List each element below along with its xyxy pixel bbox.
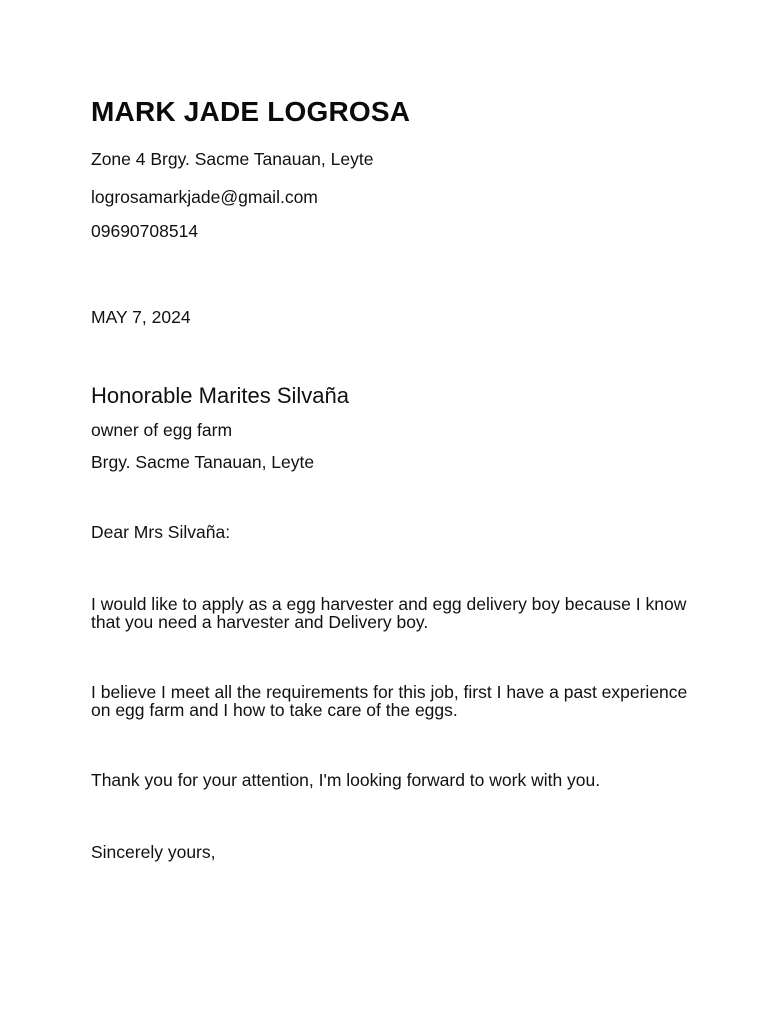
sender-name: MARK JADE LOGROSA: [91, 96, 411, 127]
body-paragraph-1: I would like to apply as a egg harvester and egg delivery boy because I know that you need a harvester and Delivery boy.: [91, 594, 687, 632]
sender-address: Zone 4 Brgy. Sacme Tanauan, Leyte: [91, 149, 374, 169]
letter-date: MAY 7, 2024: [91, 307, 191, 327]
sender-email: logrosamarkjade@gmail.com: [91, 187, 318, 207]
recipient-name: Honorable Marites Silvaña: [91, 383, 350, 408]
recipient-address: Brgy. Sacme Tanauan, Leyte: [91, 452, 315, 472]
body-paragraph-2: I believe I meet all the requirements for this job, first I have a past experience on egg farm and I how to take care of the eggs.: [91, 682, 688, 720]
sender-phone: 09690708514: [91, 221, 199, 241]
recipient-role: owner of egg farm: [91, 420, 233, 440]
body-paragraph-3: Thank you for your attention, I'm looking forward to work with you.: [91, 770, 601, 790]
closing: Sincerely yours,: [91, 842, 216, 862]
salutation: Dear Mrs Silvaña:: [91, 522, 231, 542]
